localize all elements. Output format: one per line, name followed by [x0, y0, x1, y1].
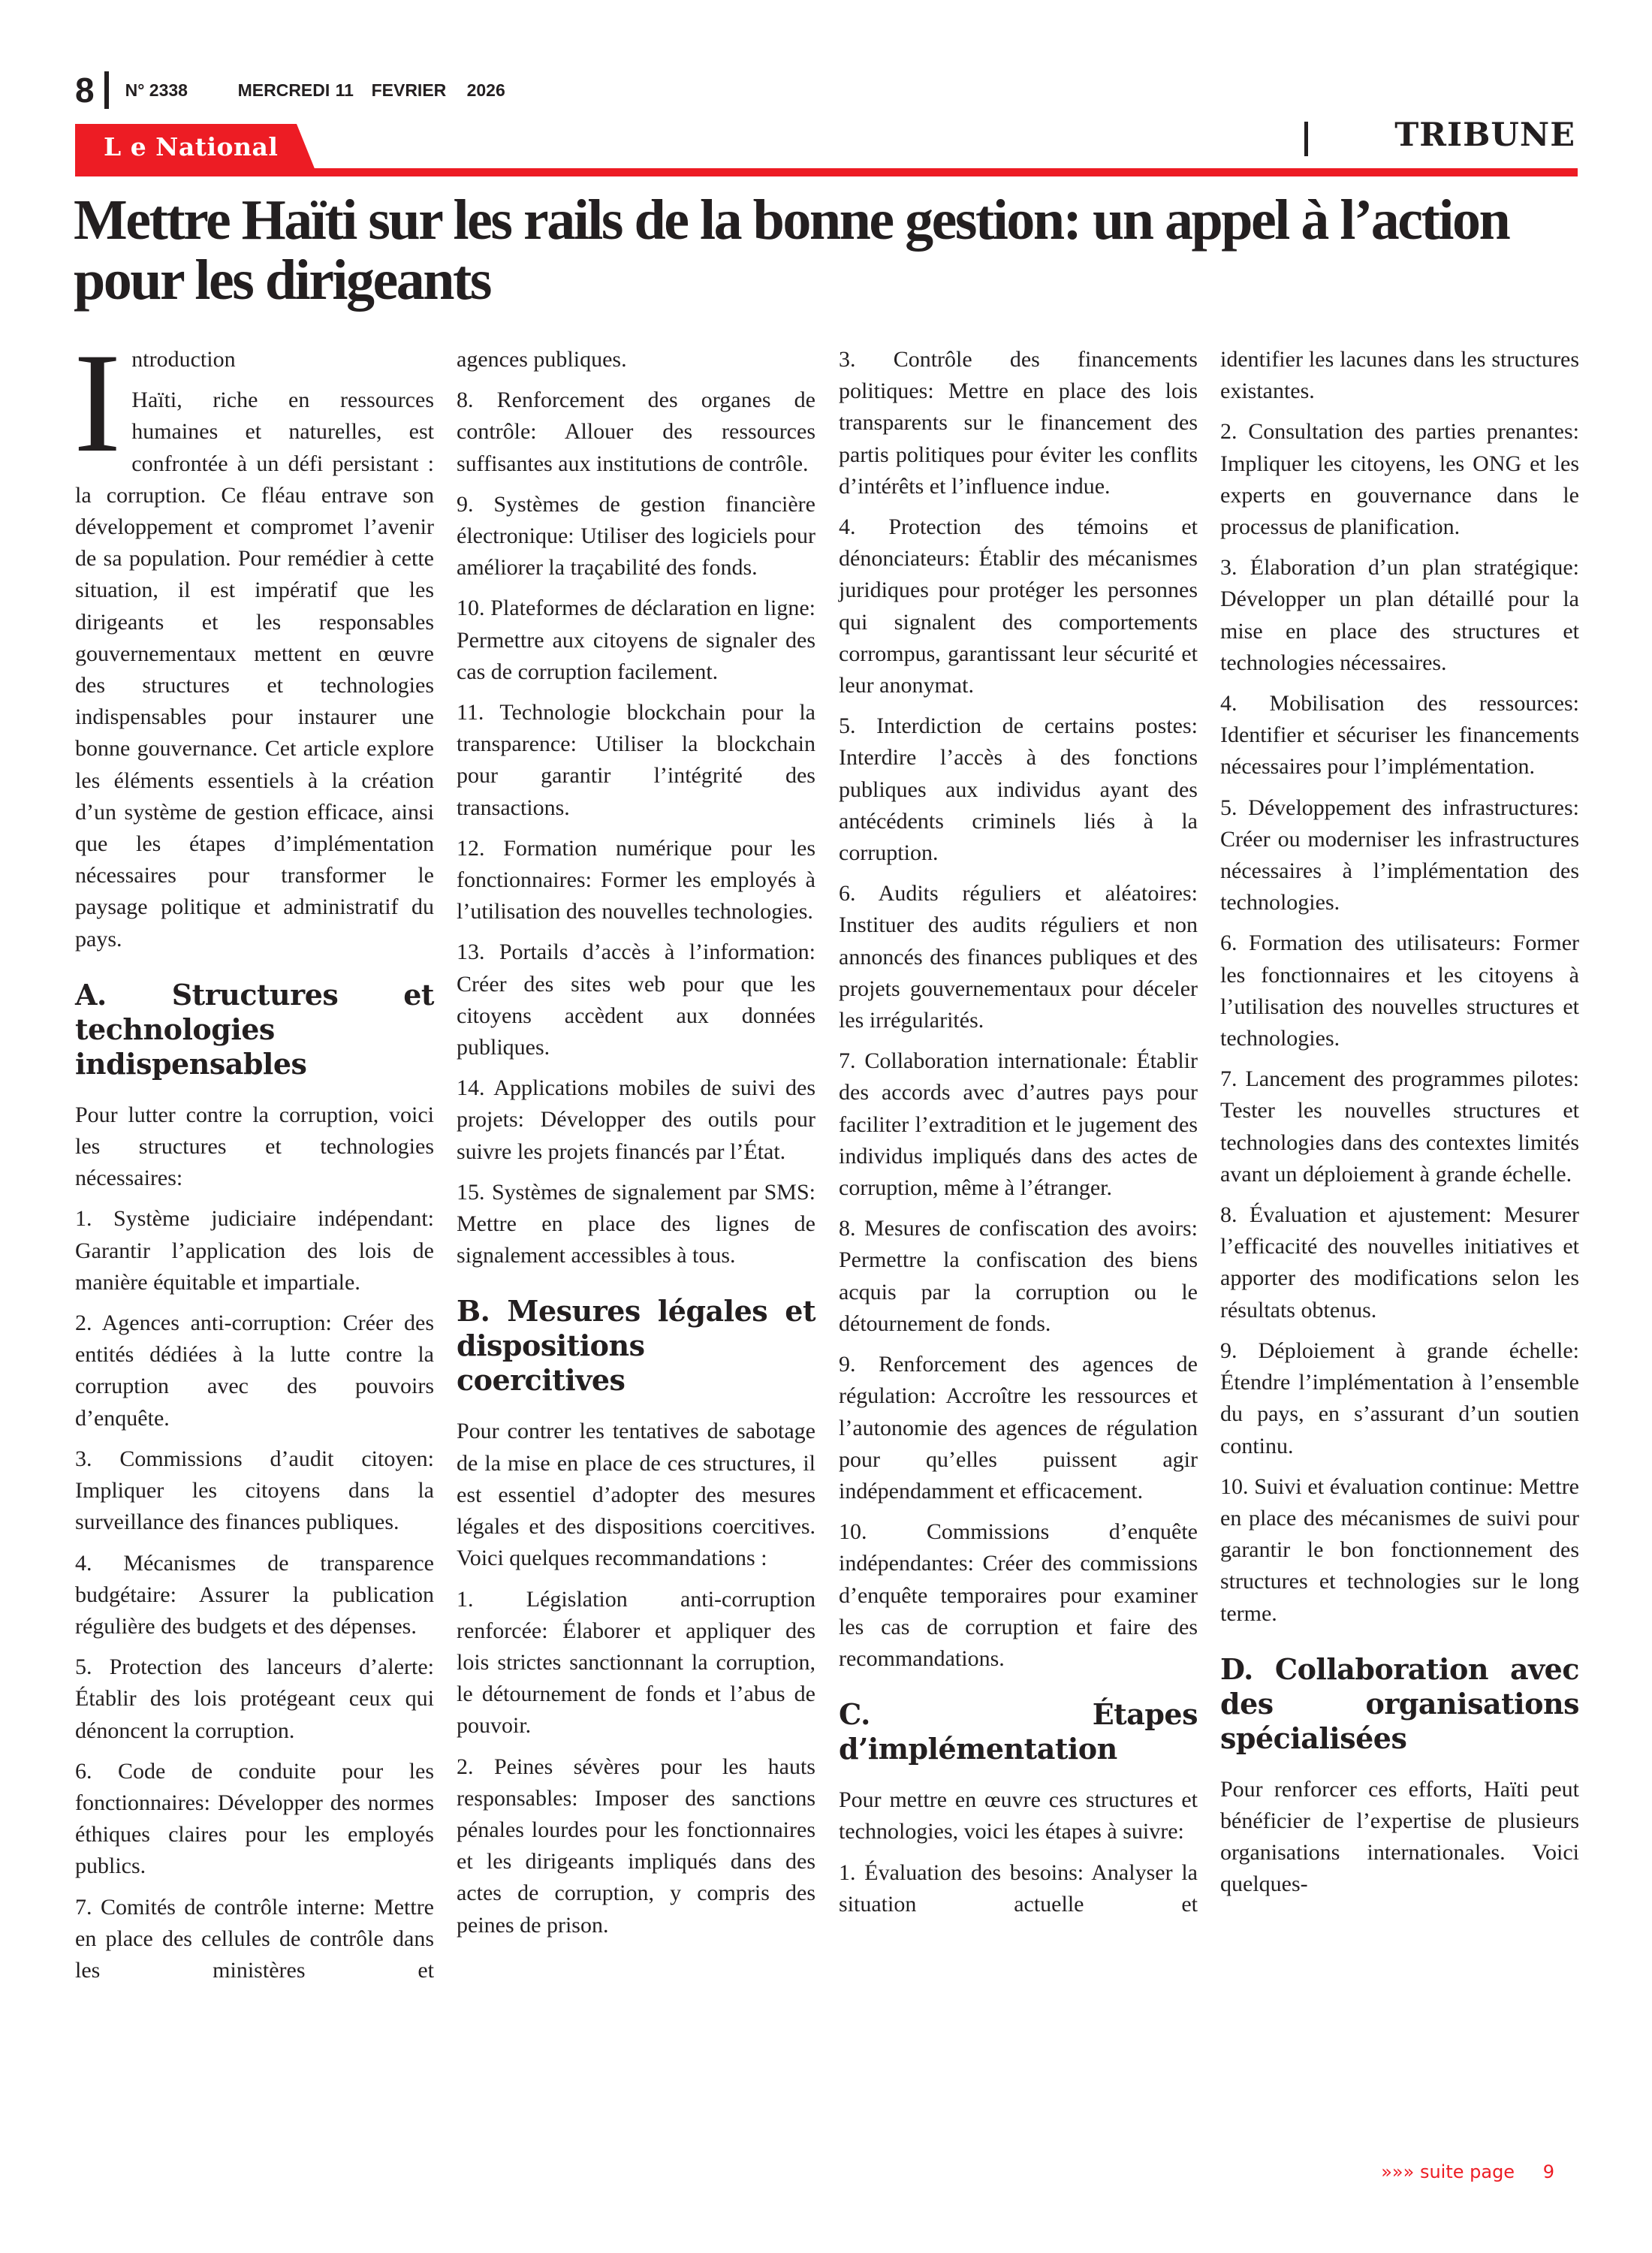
page-header-line [75, 71, 505, 109]
page-number: 8 [75, 71, 94, 110]
list-item: 2. Consultation des parties prenantes: Impliquer les citoyens, les ONG et les experts en gouvernance dans le processus de planification. [1220, 419, 1579, 540]
list-item: 3. Contrôle des financements politiques: Mettre en place des lois transparents sur le financement des partis politiques pour éviter les conflits d’intérêts et l’influence indue. [839, 347, 1198, 499]
article-body [74, 324, 1579, 2161]
drop-cap: I [74, 324, 122, 482]
continued-on-page-link[interactable] [1381, 2161, 1554, 2182]
list-item-continued: identifier les lacunes dans les structures existantes. [1220, 347, 1579, 404]
intro-paragraph: Haïti, riche en ressources humaines et naturelles, est confrontée à un défi persistant : la corruption. Ce fléau entrave son développement et compromet l’avenir de sa population. Pour remédier à cette situation, il est impératif que les dirigeants et les responsables gouvernementaux mettent en œuvre des structures et technologies indispensables pour instaurer une bonne gouvernance. Cet article explore les éléments essentiels à la création d’un système de gestion efficace, ainsi que les étapes d’implémentation nécessaires pour transformer le paysage politique et administratif du pays. [75, 388, 434, 952]
chevrons-icon: »»» [1381, 2161, 1415, 2182]
section-b-heading: B. Mesures légales et dispositions coercitives [457, 1294, 815, 1398]
section-a-intro: Pour lutter contre la corruption, voici les structures et technologies nécessaires: [75, 1102, 434, 1191]
continuation-page: 9 [1542, 2161, 1554, 2182]
header-divider [104, 71, 109, 109]
list-item: 4. Protection des témoins et dénonciateurs: Établir des mécanismes juridiques pour protéger les personnes qui signalent des comportements corrompus, garantissant leur sécurité et leur anonymat. [839, 514, 1198, 698]
issue-month: FEVRIER [371, 80, 447, 100]
list-item: 6. Formation des utilisateurs: Former les fonctionnaires et les citoyens à l’utilisation des nouvelles structures et technologies. [1220, 930, 1579, 1051]
list-item: 5. Développement des infrastructures: Créer ou moderniser les infrastructures nécessaires à l’implémentation des technologies. [1220, 795, 1579, 915]
section-divider [1304, 122, 1308, 156]
list-item: 7. Lancement des programmes pilotes: Tester les nouvelles structures et technologies dans des contextes limités avant un déploiement à grande échelle. [1220, 1066, 1579, 1187]
list-item-continued: agences publiques. [457, 347, 627, 372]
column-4 [1220, 344, 1579, 1910]
issue-date: 11 [335, 80, 354, 100]
list-item: 2. Agences anti-corruption: Créer des entités dédiées à la lutte contre la corruption avec des pouvoirs d’enquête. [75, 1310, 434, 1431]
list-item: 11. Technologie blockchain pour la transparence: Utiliser la blockchain pour garantir l’intégrité des transactions. [457, 700, 815, 820]
section-d-intro: Pour renforcer ces efforts, Haïti peut bénéficier de l’expertise de plusieurs organisations internationales. Voici quelques- [1220, 1776, 1579, 1897]
list-item: 7. Collaboration internationale: Établir des accords avec d’autres pays pour faciliter l’extradition et le jugement des individus impliqués dans des actes de corruption, même à l’étranger. [839, 1048, 1198, 1201]
list-item: 10. Suivi et évaluation continue: Mettre en place des mécanismes de suivi pour garantir le bon fonctionnement des structures et technologies sur le long terme. [1220, 1473, 1579, 1626]
list-item: 1. Évaluation des besoins: Analyser la situation actuelle et [839, 1859, 1198, 1917]
list-item: 14. Applications mobiles de suivi des projets: Développer des outils pour suivre les projets financés par l’État. [457, 1075, 815, 1164]
list-item: 9. Déploiement à grande échelle: Étendre l’implémentation à l’ensemble du pays, en s’assurant d’un soutien continu. [1220, 1338, 1579, 1458]
list-item: 6. Audits réguliers et aléatoires: Instituer des audits réguliers et non annoncés des finances publiques et des projets gouvernementaux pour déceler les irrégularités. [839, 881, 1198, 1033]
header-red-rule [75, 168, 1578, 176]
list-item: 8. Évaluation et ajustement: Mesurer l’efficacité des nouvelles initiatives et apporter des modifications selon les résultats obtenus. [1220, 1202, 1579, 1323]
issue-day: MERCREDI [237, 80, 330, 100]
list-item: 2. Peines sévères pour les hauts responsables: Imposer des sanctions pénales lourdes pour les fonctionnaires et les dirigeants impliqués dans des actes de corruption, y compris des peines de prison. [457, 1754, 815, 1938]
section-d-heading: D. Collaboration avec des organisations spécialisées [1220, 1651, 1579, 1755]
list-item: 9. Systèmes de gestion financière électronique: Utiliser des logiciels pour améliorer la traçabilité des fonds. [457, 491, 815, 581]
list-item: 4. Mobilisation des ressources: Identifier et sécuriser les financements nécessaires pour l’implémentation. [1220, 691, 1579, 780]
section-a-heading: A. Structures et technologies indispensables [75, 977, 434, 1081]
list-item: 13. Portails d’accès à l’information: Créer des sites web pour que les citoyens accèdent aux données publiques. [457, 940, 815, 1060]
column-2 [457, 344, 815, 1950]
column-1 [74, 324, 434, 1995]
section-b-intro: Pour contrer les tentatives de sabotage de la mise en place de ces structures, il est essentiel d’adopter des mesures légales et des dispositions coercitives. Voici quelques recommandations : [457, 1419, 815, 1571]
list-item: 8. Renforcement des organes de contrôle: Allouer des ressources suffisantes aux institutions de contrôle. [457, 388, 815, 476]
issue-meta [125, 80, 505, 101]
article-headline: Mettre Haïti sur les rails de la bonne gestion: un appel à l’action pour les dirigeants [74, 189, 1509, 312]
list-item: 3. Commissions d’audit citoyen: Impliquer les citoyens dans la surveillance des finances publiques. [75, 1446, 434, 1535]
section-label: TRIBUNE [1394, 116, 1575, 154]
list-item: 7. Comités de contrôle interne: Mettre en place des cellules de contrôle dans les ministères et [75, 1894, 434, 1983]
list-item: 12. Formation numérique pour les fonctionnaires: Former les employés à l’utilisation des nouvelles technologies. [457, 835, 815, 924]
list-item: 9. Renforcement des agences de régulation: Accroître les ressources et l’autonomie des agences de régulation pour qu’elles puissent agir indépendamment et efficacement. [839, 1352, 1198, 1504]
list-item: 10. Commissions d’enquête indépendantes: Créer des commissions d’enquête temporaires pour examiner les cas de corruption et faire des recommandations. [839, 1519, 1198, 1671]
column-3 [839, 344, 1198, 1929]
list-item: 5. Interdiction de certains postes: Interdire l’accès à des fonctions publiques aux individus ayant des antécédents criminels liés à la corruption. [839, 713, 1198, 866]
continuation-label: suite page [1419, 2161, 1515, 2182]
list-item: 1. Système judiciaire indépendant: Garantir l’application des lois de manière équitable et impartiale. [75, 1206, 434, 1295]
list-item: 10. Plateformes de déclaration en ligne: Permettre aux citoyens de signaler des cas de corruption facilement. [457, 596, 815, 684]
list-item: 6. Code de conduite pour les fonctionnaires: Développer des normes éthiques claires pour les employés publics. [75, 1758, 434, 1879]
section-c-intro: Pour mettre en œuvre ces structures et technologies, voici les étapes à suivre: [839, 1787, 1198, 1844]
list-item: 15. Systèmes de signalement par SMS: Mettre en place des lignes de signalement accessibles à tous. [457, 1179, 815, 1268]
list-item: 5. Protection des lanceurs d’alerte: Établir des lois protégeant ceux qui dénoncent la corruption. [75, 1654, 434, 1743]
brand-logo: L e National [104, 132, 279, 161]
list-item: 1. Législation anti-corruption renforcée: Élaborer et appliquer des lois strictes sanctionnant la corruption, le détournement de fonds et l’abus de pouvoir. [457, 1586, 815, 1739]
section-c-heading: C. Étapes d’implémentation [839, 1697, 1198, 1766]
issue-year: 2026 [466, 80, 505, 100]
list-item: 4. Mécanismes de transparence budgétaire: Assurer la publication régulière des budgets et des dépenses. [75, 1550, 434, 1639]
issue-number: N° 2338 [125, 80, 188, 100]
list-item: 8. Mesures de confiscation des avoirs: Permettre la confiscation des biens acquis par la corruption ou le détournement de fonds. [839, 1216, 1198, 1336]
intro-heading: ntroduction [131, 347, 236, 372]
list-item: 3. Élaboration d’un plan stratégique: Développer un plan détaillé pour la mise en place des structures et technologies nécessaires. [1220, 555, 1579, 675]
